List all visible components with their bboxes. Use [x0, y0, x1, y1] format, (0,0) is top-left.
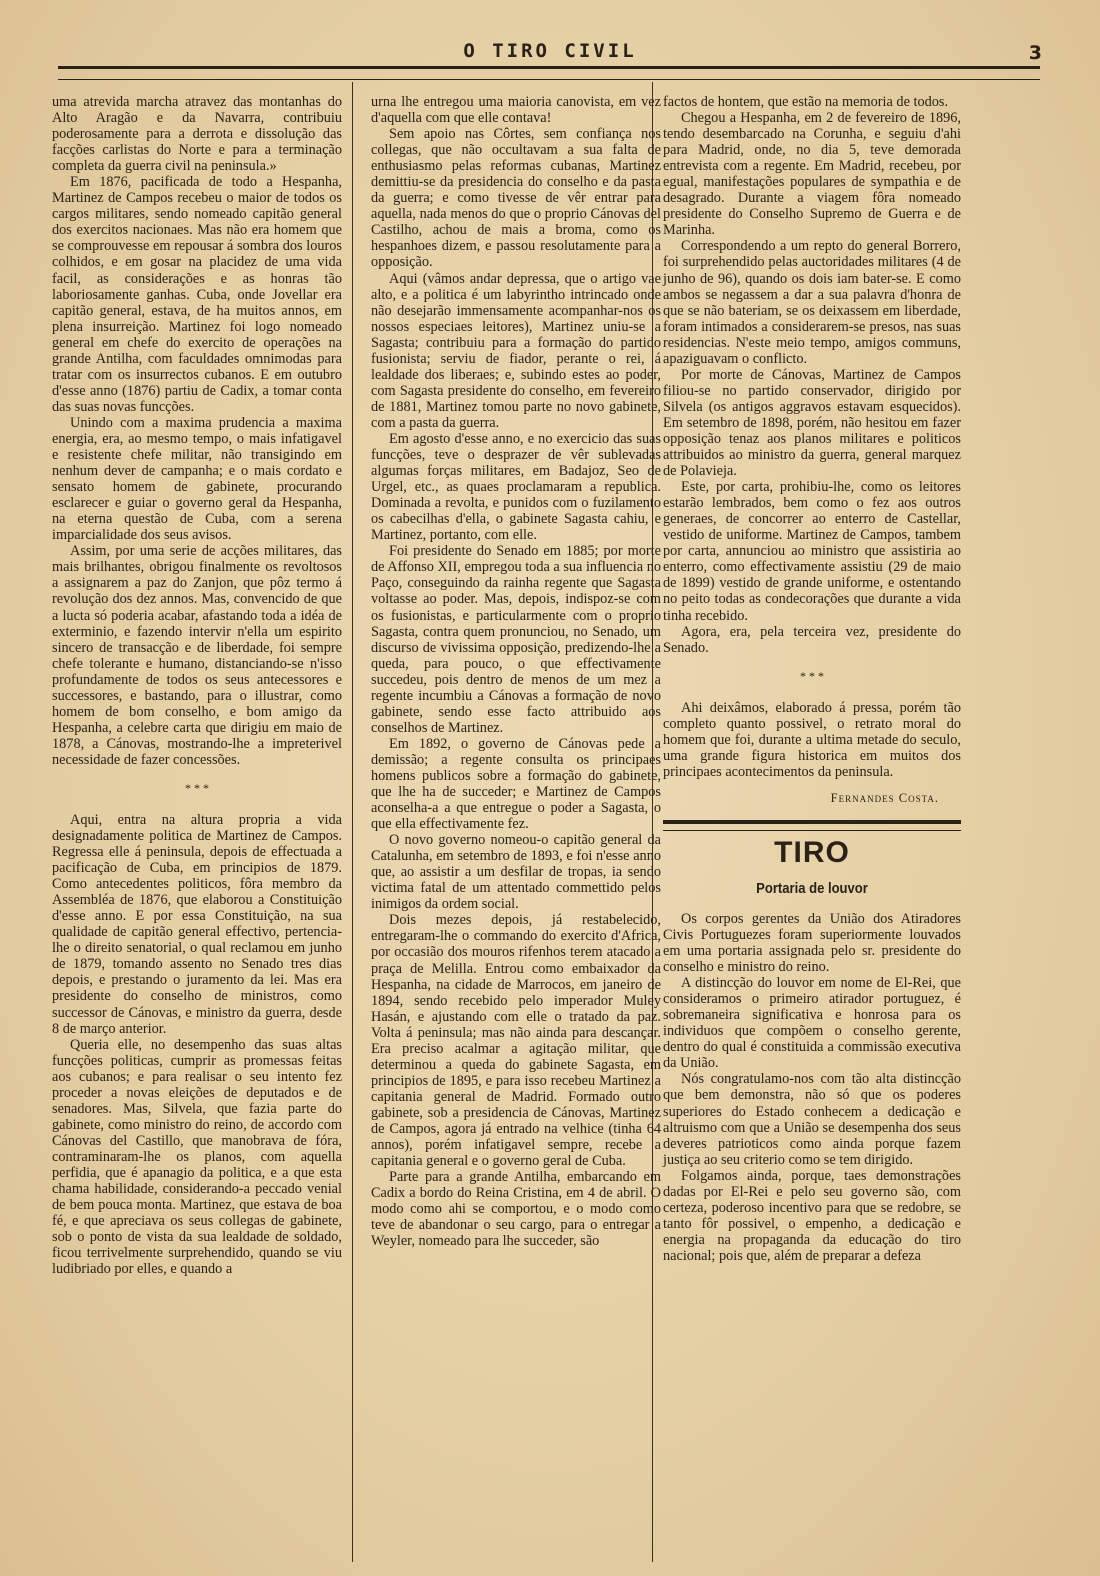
- paragraph: Os corpos gerentes da União dos Atiradores Civis Portuguezes foram superiormente louvados em uma portaria assignada pelo sr. presidente do conselho e ministro do reino.: [663, 910, 961, 976]
- paragraph: Unindo com a maxima prudencia a maxima energia, era, ao mesmo tempo, o mais infatigavel e resistente chefe militar, não transigindo em nenhum dever de campanha; e o mais cordato e sensato homem de gabinete, procurando esclarecer e guiar o governo geral da Hespanha, na eterna questão de Cuba, com a serena imparcialidade dos seus avisos.: [52, 414, 342, 544]
- page-number: 3: [1028, 42, 1042, 64]
- paragraph: Folgamos ainda, porque, taes demonstrações dadas por El-Rei e pelo seu governo são, com certeza, poderoso incentivo para que se redobre, se tanto fôr possivel, o empenho, a dedicação e energia na propaganda da educação do tiro nacional; pois que, além de preparar a defeza: [663, 1167, 961, 1264]
- section-rule-thin: [663, 830, 961, 831]
- paragraph: Correspondendo a um repto do general Borrero, foi surprehendido pelas auctoridades militares (4 de junho de 96), quando os dois iam bater-se. E como ambos se negassem a dar a sua palavra d'honra de que se não bateriam, se os deixassem em liberdade, foram intimados a considerarem-se presos, nas suas residencias. N'este meio tempo, amigos communs, apaziguavam o conflicto.: [663, 238, 961, 367]
- paragraph: Nós congratulamo-nos com tão alta distincção que bem demonstra, não só que os poderes superiores do Estado conhecem a dedicação e altruismo com que a União se desempenha dos seus deveres patrioticos como ainda porque fazem justiça ao seu criterio como se tem dirigido.: [663, 1071, 961, 1168]
- paragraph: Assim, por uma serie de acções militares, das mais brilhantes, obrigou finalmente os revoltosos a assignarem a paz do Zanjon, que pôz termo á revolução dos dez annos. Mas, convencido de que a lucta só poderia acabar, afastando toda a idéa de exterminio, e fazendo intervir n'ella um espirito sincero de transacção e de liberdade, foi sempre chefe tolerante e humano, distanciando-se n'isso profundamente de todos os seus antecessores e successores, e bastando, para o illustrar, como homem de bom conselho, e bom amigo da Hespanha, a celebre carta que dirigiu em maio de 1878, a Cánovas, mostrando-lhe a impreterivel necessidade de fazer concessões.: [52, 543, 342, 768]
- paragraph: Ahi deixâmos, elaborado á pressa, porém tão completo quanto possivel, o retrato moral do homem que foi, durante a ultima metade do seculo, uma grande figura historica em muitos dos principaes acontecimentos da peninsula.: [663, 699, 961, 780]
- paragraph: Este, por carta, prohibiu-lhe, como os leitores estarão lembrados, bem como o fez aos outros generaes, de concorrer ao enterro de Castellar, vestido de uniforme. Martinez de Campos, tambem por carta, annunciou ao ministro que assistiria ao enterro, como effectivamente assistiu (29 de maio de 1899) vestido de grande uniforme, e ostentando no peito todas as condecorações que durante a vida tinha recebido.: [663, 479, 961, 624]
- paragraph: uma atrevida marcha atravez das montanhas do Alto Aragão e da Navarra, contribuiu poderosamente para a derrota e dissolução das facções carlistas do Norte e para a terminação completa da guerra civil na peninsula.»: [52, 94, 342, 175]
- paragraph: Chegou a Hespanha, em 2 de fevereiro de 1896, tendo desembarcado na Corunha, e seguiu d'ahi para Madrid, onde, no dia 5, teve demorada entrevista com a regente. Em Madrid, recebeu, por egual, manifestações populares de sympathia e de desagrado. Durante a viagem fôra nomeado presidente do Conselho Supremo de Guerra e de Marinha.: [663, 110, 961, 239]
- section-subtitle: Portaria de louvor: [756, 880, 868, 897]
- paragraph: urna lhe entregou uma maioria canovista, em vez d'aquella com que elle contava!: [371, 94, 661, 127]
- paragraph: A distincção do louvor em nome de El-Rei, que consideramos o primeiro atirador portuguez, é sobremaneira significativa e honrosa para os individuos que compõem o conselho gerente, dentro do qual é constituida a commissão executiva da União.: [663, 975, 961, 1072]
- author-signature: Fernandes Costa.: [830, 790, 939, 805]
- paragraph: Parte para a grande Antilha, embarcando em Cadix a bordo do Reina Cristina, em 4 de abril. O modo como ahi se comportou, e o modo como teve de abandonar o seu cargo, para o entregar a Weyler, nomeado para lhe succeder, são: [371, 1169, 661, 1250]
- section-rule: [663, 820, 961, 824]
- paragraph: O novo governo nomeou-o capitão general da Catalunha, em setembro de 1893, e foi n'esse anno que, ao assistir a um desfilar de tropas, ia sendo victima fatal de um attentado commettido pelos inimigos da ordem social.: [371, 832, 661, 913]
- section-title: TIRO: [774, 835, 850, 869]
- masthead: [60, 36, 1040, 66]
- header-rule: [58, 66, 1040, 80]
- paragraph: Aqui, entra na altura propria a vida designadamente politica de Martinez de Campos. Regressa elle á peninsula, depois de effectuada a pacificação de Cuba, em principios de 1879. Como antecedentes politicos, fôra membro da Assembléa de 1876, que elaborou a Constituição d'esse anno. E por essa Constituição, na sua qualidade de capitão general effectivo, pertencia-lhe o direito senatorial, o qual reclamou em junho de 1879, tomando assento no Senado tres dias depois, e prestando o juramento da lei. Mas era presidente do conselho de ministros, como successor de Cánovas, e ministro da guerra, desde 8 de março anterior.: [52, 811, 342, 1037]
- paragraph: Sem apoio nas Côrtes, sem confiança nos collegas, que não occultavam a sua falta de enthusiasmo pelas reformas cubanas, Martinez demittiu-se da presidencia do conselho e da pasta da guerra; e como tivesse de vêr entrar para aquella, nada menos do que o proprio Cánovas del Castilho, achou de mais a broma, como os hespanhoes dizem, e passou resolutamente para a opposição.: [371, 126, 661, 271]
- paragraph: Em agosto d'esse anno, e no exercicio das suas funcções, teve o desprazer de vêr sublevadas algumas forças militares, em Badajoz, Seo de Urgel, etc., as quaes proclamaram a republica. Dominada a revolta, e punidos com o fuzilamento os cabecilhas d'ella, o gabinete Sagasta cahiu, e Martinez, portanto, com elle.: [371, 430, 661, 544]
- paragraph: factos de hontem, que estão na memoria de todos.: [663, 94, 949, 110]
- column-1: [52, 94, 342, 1277]
- paragraph: Dois mezes depois, já restabelecido, entregaram-lhe o commando do exercito d'Africa, por occasião dos mouros rifenhos terem atacado a praça de Melilla. Entrou como embaixador da Hespanha, na cidade de Marrocos, em janeiro de 1894, sendo recebido pelo imperador Muley Hasán, e ajustando com elle o tratado da paz. Volta á peninsula; mas não ainda para descançar. Era preciso acalmar a agitação militar, que determinou a queda do gabinete Sagasta, em principios de 1895, e para isso recebeu Martinez a capitania general de Madrid. Formado outro gabinete, sob a presidencia de Cánovas, Martinez de Campos, agora já entrado na velhice (tinha 64 annos), porém infatigavel sempre, recebe a capitania general e o governo geral de Cuba.: [371, 912, 661, 1170]
- paragraph: Em 1892, o governo de Cánovas pede a demissão; a regente consulta os principaes homens publicos sobre a formação do gabinete, que lhe ha de succeder; e Martinez de Campos aconselha-a a que entregue o poder a Sagasta, o que ella effectivamente fez.: [371, 735, 661, 833]
- section-stars: * * *: [185, 780, 209, 795]
- paragraph: Por morte de Cánovas, Martinez de Campos filiou-se no partido conservador, dirigido por Silvela (os antigos aggravos estavam esquecidos). Em setembro de 1898, porém, não hesitou em fazer opposição tenaz aos planos militares e politicos attribuidos ao ministro da guerra, general marquez de Polavieja.: [663, 366, 961, 480]
- paragraph: Aqui (vâmos andar depressa, que o artigo vae alto, e a politica é um labyrintho intrincado onde não desejarão immensamente acompanhar-nos os nossos especiaes leitores), Martinez uniu-se a Sagasta; contribuiu para a formação do partido fusionista; serviu de fiador, perante o rei, á lealdade dos liberaes; e, subindo estes ao poder, com Sagasta presidente do conselho, em fevereiro de 1881, Martinez tomou parte no novo gabinete, com a pasta da guerra.: [371, 270, 661, 431]
- journal-title: O TIRO CIVIL: [463, 40, 637, 62]
- column-3: [663, 94, 961, 1264]
- paragraph: Em 1876, pacificada de todo a Hespanha, Martinez de Campos recebeu o maior de todos os cargos militares, sendo nomeado capitão general dos exercitos nacionaes. Mas não era homem que se comprouvesse em repousar á sombra dos louros colhidos, e em gosar na placidez de uma vida facil, as considerações e as honras tão laboriosamente ganhas. Cuba, onde Jovellar era capitão general, estava, de ha muitos annos, em plena insurreição. Martinez foi logo nomeado general em chefe do exercito de operações na grande Antilha, com faculdades omnimodas para tratar com os insurrectos cubanos. E em outubro d'esse anno (1876) partiu de Cadix, a tomar conta das suas novas funcções.: [52, 174, 342, 415]
- paragraph: Agora, era, pela terceira vez, presidente do Senado.: [663, 623, 961, 656]
- paragraph: Foi presidente do Senado em 1885; por morte de Affonso XII, empregou toda a sua influencia no Paço, conseguindo da rainha regente que Sagasta voltasse ao poder. Mas, depois, indispoz-se com os fusionistas, e particularmente com o proprio Sagasta, contra quem pronunciou, no Senado, um discurso de vivissima opposição, predizendo-lhe a queda, para pouco, o que effectivamente succedeu, pois dentro de menos de um mez a regente incumbiu a Cánovas a formação de novo gabinete, sendo esse facto attribuido aos conselhos de Martinez.: [371, 543, 661, 736]
- column-2: [371, 94, 661, 1249]
- section-stars: * * *: [800, 668, 824, 683]
- paragraph: Queria elle, no desempenho das suas altas funcções politicas, cumprir as promessas feitas aos cubanos; e para realisar o seu intento fez proceder a novas eleições de deputados e de senadores. Mas, Silvela, que fazia parte do gabinete, como ministro do reino, de accordo com Cánovas del Castillo, que manobrava de fóra, contraminaram-lhe os planos, com aquella perfidia, que é apanagio da politica, e a que esta chama habilidade, considerando-a peccado venial de bem pouca monta. Martinez, que estava de boa fé, e que apreciava os seus collegas de gabinete, sob o ponto de vista da sua lealdade de soldado, ficou terrivelmente surprehendido, quando se viu ludibriado por elles, e quando a: [52, 1036, 342, 1278]
- column-separator: [352, 82, 353, 1562]
